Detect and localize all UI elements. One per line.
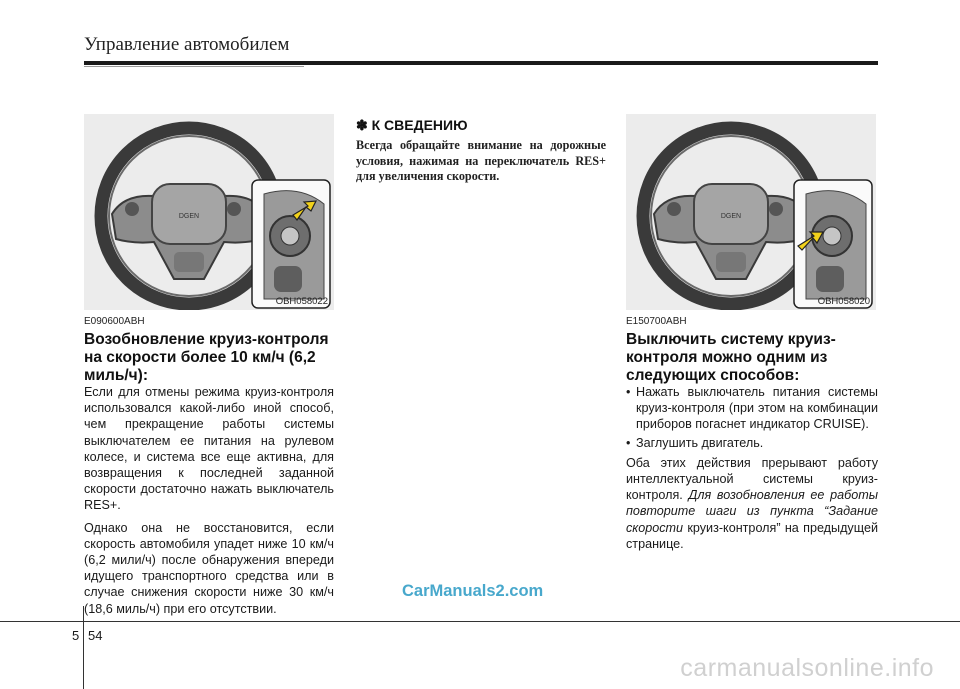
section-body-right xyxy=(626,384,878,558)
figure-code-right: OBH058020 xyxy=(817,296,870,307)
steering-wheel-illustration xyxy=(84,114,334,310)
note-title xyxy=(356,117,468,134)
svg-text:DGEN: DGEN xyxy=(720,213,742,220)
section-body-left xyxy=(84,384,334,623)
note-body: Всегда обращайте внимание на дорожные условия, нажимая на переключатель RES+ для увеличения скорости. xyxy=(356,138,606,183)
footer-watermark: carmanualsonline.info xyxy=(680,654,934,682)
bullet-list xyxy=(626,384,878,451)
note-title-text: К СВЕДЕНИЮ xyxy=(371,117,468,133)
list-item: • Нажать выключатель питания системы круиз-контроля (при этом на комбинации приборов погаснет индикатор CRUISE). xyxy=(626,385,878,432)
section-heading-right: Выключить систему круиз-контроля можно одним из следующих способов: xyxy=(626,331,836,384)
header-subrule xyxy=(84,66,304,67)
chapter-number: 5 xyxy=(72,628,80,643)
steering-wheel-illustration xyxy=(626,114,876,310)
section-code-right: E150700ABH xyxy=(626,316,687,327)
asterisk-icon: ✽ xyxy=(356,117,368,133)
paragraph: Если для отмены режима круиз-контроля использовался какой-либо иной способ, чем прекращение работы системы выключателем ее питания на рулевом колесе, и система все еще активна, для возвращения к последней заданной скорости достаточно нажать выключатель RES+. xyxy=(84,385,334,513)
svg-text:DGEN: DGEN xyxy=(178,213,200,220)
footer-rule xyxy=(0,621,960,622)
figure-code-left: OBH058022 xyxy=(275,296,328,307)
section-code-left: E090600ABH xyxy=(84,316,145,327)
site-watermark: CarManuals2.com xyxy=(402,582,544,600)
section-heading-left: Возобновление круиз-контроля на скорости более 10 км/ч (6,2 миль/ч): xyxy=(84,331,329,384)
list-item: • Заглушить двигатель. xyxy=(626,435,764,450)
steering-wheel-figure-left xyxy=(84,114,334,310)
bullet-icon: • xyxy=(626,435,631,450)
page-number: 54 xyxy=(88,628,103,643)
bullet-icon: • xyxy=(626,385,631,399)
footer-divider xyxy=(83,606,84,689)
steering-wheel-figure-right xyxy=(626,114,876,310)
page-header-title: Управление автомобилем xyxy=(84,34,290,55)
header-rule xyxy=(84,61,878,65)
paragraph: Однако она не восстановится, если скорость автомобиля упадет ниже 10 км/ч (6,2 мили/ч) после обнаружения впереди идущего транспортного средства или в случае снижения скорости ниже 30 км/ч (18,6 миль/ч) при его отсутствии. xyxy=(84,520,334,616)
paragraph: Оба этих действия прерывают работу интеллектуальной системы круиз-контроля. Для возобновления ее работы повторите шаги из пункта “Задание скорости круиз-контроля” на предыдущей странице. xyxy=(626,455,878,551)
